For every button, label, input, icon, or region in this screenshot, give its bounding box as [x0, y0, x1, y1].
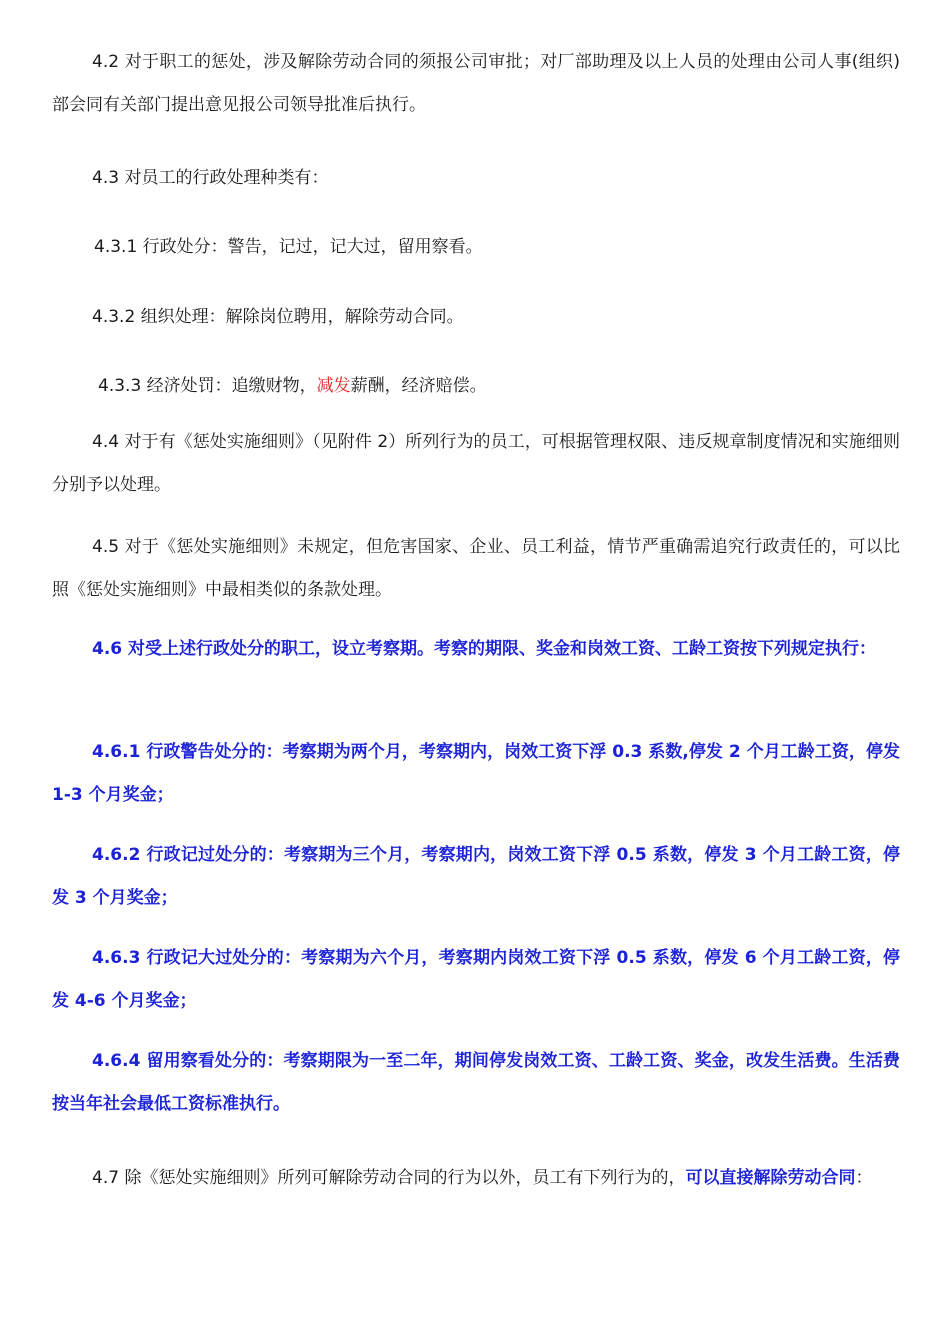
paragraph-4-7-after: ： — [855, 1168, 873, 1188]
paragraph-4-3-3-after: 薪酬，经济赔偿。 — [350, 376, 487, 396]
paragraph-4-6-1: 4.6.1 行政警告处分的：考察期为两个月，考察期内，岗效工资下浮 0.3 系数,停发 2 个月工龄工资，停发 1-3 个月奖金； — [52, 742, 900, 805]
paragraph-4-7 — [52, 1155, 900, 1201]
paragraph-4-4: 4.4 对于有《惩处实施细则》（见附件 2）所列行为的员工，可根据管理权限、违反规章制度情况和实施细则分别予以处理。 — [52, 432, 900, 495]
paragraph-4-3-3-highlight: 减发 — [316, 376, 351, 396]
paragraph-4-3-3-before: 4.3.3 经济处罚：追缴财物， — [98, 376, 317, 396]
paragraph-4-2: 4.2 对于职工的惩处，涉及解除劳动合同的须报公司审批；对厂部助理及以上人员的处理由公司人事(组织)部会同有关部门提出意见报公司领导批准后执行。 — [52, 52, 900, 115]
paragraph-4-5: 4.5 对于《惩处实施细则》未规定，但危害国家、企业、员工利益，情节严重确需追究行政责任的，可以比照《惩处实施细则》中最相类似的条款处理。 — [52, 537, 900, 600]
paragraph-4-6-2: 4.6.2 行政记过处分的：考察期为三个月，考察期内，岗效工资下浮 0.5 系数，停发 3 个月工龄工资，停发 3 个月奖金； — [52, 845, 900, 908]
paragraph-4-6-4: 4.6.4 留用察看处分的：考察期限为一至二年，期间停发岗效工资、工龄工资、奖金，改发生活费。生活费按当年社会最低工资标准执行。 — [52, 1051, 900, 1114]
paragraph-4-3: 4.3 对员工的行政处理种类有： — [92, 168, 329, 188]
paragraph-4-7-before: 4.7 除《惩处实施细则》所列可解除劳动合同的行为以外，员工有下列行为的， — [92, 1168, 686, 1188]
paragraph-4-7-highlight: 可以直接解除劳动合同 — [685, 1168, 856, 1188]
paragraph-4-3-3 — [52, 365, 900, 408]
paragraph-4-6: 4.6 对受上述行政处分的职工，设立考察期。考察的期限、奖金和岗效工资、工龄工资按下列规定执行： — [92, 639, 877, 659]
paragraph-4-3-1: 4.3.1 行政处分：警告，记过，记大过，留用察看。 — [94, 237, 483, 257]
paragraph-4-3-2: 4.3.2 组织处理：解除岗位聘用，解除劳动合同。 — [92, 307, 464, 327]
paragraph-4-6-3: 4.6.3 行政记大过处分的：考察期为六个月，考察期内岗效工资下浮 0.5 系数，停发 6 个月工龄工资，停发 4-6 个月奖金； — [52, 948, 900, 1011]
